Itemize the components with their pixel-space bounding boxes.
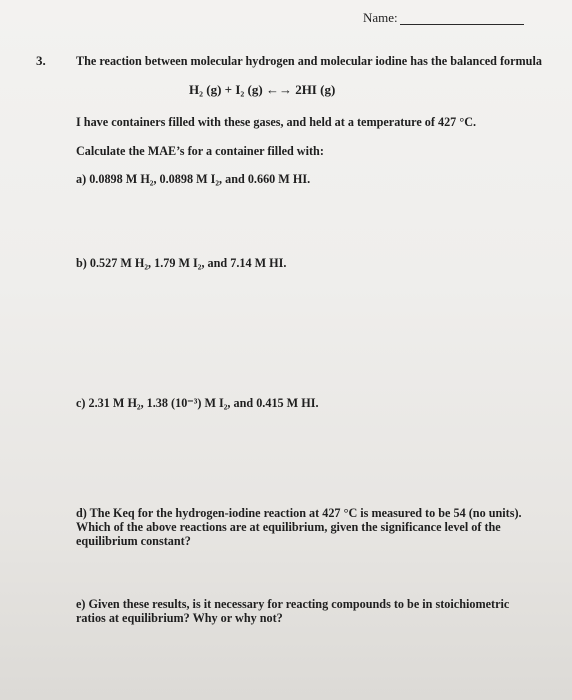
part-e-line-2: ratios at equilibrium? Why or why not? <box>76 611 283 625</box>
name-label: Name: <box>363 10 398 25</box>
part-c <box>76 396 319 411</box>
part-d-line-2: Which of the above reactions are at equilibrium, given the significance level of the <box>76 520 501 534</box>
balanced-equation: H₂ (g) + I₂ (g) ←→ 2HI (g) <box>189 82 336 97</box>
part-e-line-1: e) Given these results, is it necessary for reacting compounds to be in stoichiometric <box>76 597 510 611</box>
part-d-line-3: equilibrium constant? <box>76 534 191 548</box>
part-a <box>76 172 310 187</box>
question-intro: The reaction between molecular hydrogen and molecular iodine has the balanced formula <box>76 54 542 68</box>
part-d-line-1: d) The Keq for the hydrogen-iodine reaction at 427 °C is measured to be 54 (no units). <box>76 506 522 520</box>
container-description: I have containers filled with these gases, and held at a temperature of 427 °C. <box>76 115 477 129</box>
part-a-label: a) <box>76 172 90 186</box>
name-blank-line <box>400 24 524 25</box>
part-a-text: 0.0898 M H₂, 0.0898 M I₂, and 0.660 M HI. <box>89 172 311 186</box>
instruction-text: Calculate the MAE’s for a container filled with: <box>76 144 324 158</box>
part-c-label: c) <box>76 396 89 410</box>
part-b-label: b) <box>76 256 90 270</box>
part-c-text: 2.31 M H₂, 1.38 (10⁻³) M I₂, and 0.415 M HI. <box>88 396 319 410</box>
part-b-text: 0.527 M H₂, 1.79 M I₂, and 7.14 M HI. <box>89 256 287 270</box>
question-number: 3. <box>36 53 46 68</box>
part-b <box>76 256 286 271</box>
